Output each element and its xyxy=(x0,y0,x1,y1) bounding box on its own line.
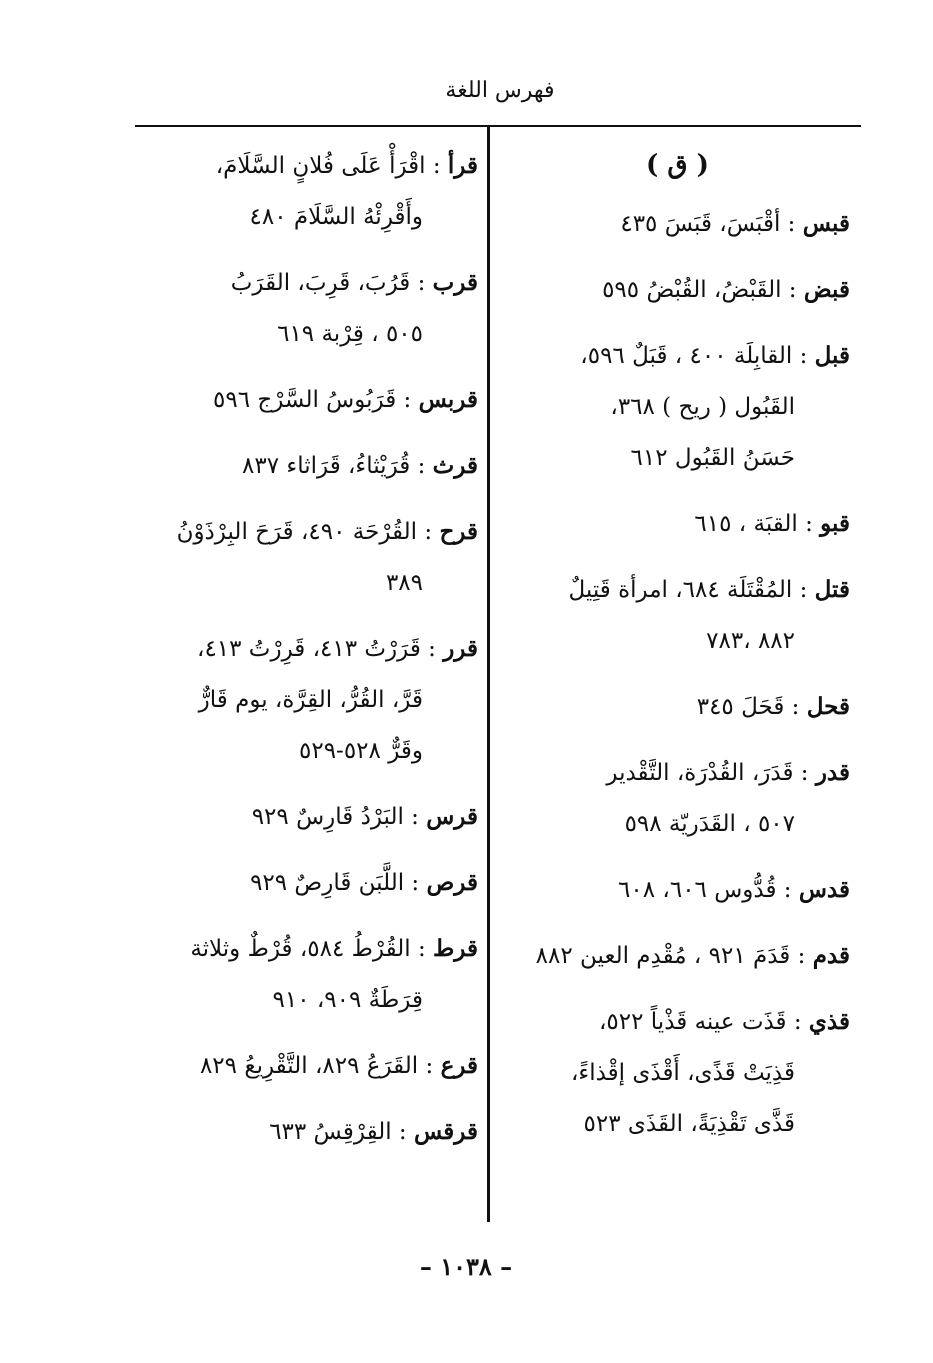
entry-first-line xyxy=(505,564,850,616)
entry-text: قَذَت عينه قَذْياً ٥٢٢، xyxy=(598,1009,787,1035)
entry-root: قرر xyxy=(443,635,478,662)
header-rule xyxy=(135,125,861,127)
entry-text: قَدَرَ، القُدْرَة، التَّقْدير xyxy=(606,760,794,786)
index-entry xyxy=(505,198,850,250)
index-entry xyxy=(505,564,850,667)
root-separator: : xyxy=(410,936,434,962)
left-column-entries xyxy=(135,140,478,1158)
root-separator: : xyxy=(391,1119,414,1145)
entry-continuation-line xyxy=(505,616,850,667)
index-entry xyxy=(505,747,850,850)
root-separator: : xyxy=(404,870,427,896)
root-separator: : xyxy=(396,387,419,413)
entry-text: ٣٨٩ xyxy=(385,570,423,596)
entry-root: قربس xyxy=(418,386,478,413)
entry-root: قرأ xyxy=(447,152,478,179)
entry-text: القَبُول ( ريح ) ٣٦٨، xyxy=(610,394,795,420)
entry-continuation-line xyxy=(135,675,478,726)
entry-continuation-line xyxy=(505,433,850,484)
entry-text: قَدَمَ ٩٢١ ، مُقْدِم العين ٨٨٢ xyxy=(535,943,791,969)
entry-text: المُقْتَلَة ٦٨٤، امرأة قَتِيلٌ xyxy=(568,577,793,603)
entry-first-line xyxy=(135,140,478,192)
entry-continuation-line xyxy=(135,975,478,1026)
index-entry xyxy=(135,623,478,777)
index-entry xyxy=(135,374,478,426)
running-head: فهرس اللغة xyxy=(445,78,555,103)
root-separator: : xyxy=(776,877,799,903)
index-entry xyxy=(135,791,478,843)
entry-first-line xyxy=(135,623,478,675)
entry-root: قرقس xyxy=(413,1118,478,1145)
entry-text: القُرْحَة ٤٩٠، قَرَحَ البِرْذَوْنُ xyxy=(176,519,418,545)
entry-continuation-line xyxy=(505,1048,850,1099)
entry-root: قرع xyxy=(440,1052,478,1079)
entry-first-line xyxy=(505,747,850,799)
entry-text: القابِلَة ٤٠٠ ، قَبَلٌ ٥٩٦، xyxy=(580,343,793,369)
root-separator: : xyxy=(797,511,821,537)
root-separator: : xyxy=(781,277,804,303)
entry-first-line xyxy=(135,374,478,426)
entry-first-line xyxy=(505,864,850,916)
entry-root: قرح xyxy=(439,518,478,545)
index-entry xyxy=(135,857,478,909)
entry-first-line xyxy=(505,681,850,733)
entry-text: القَرَعُ ٨٢٩، التَّقْرِيعُ ٨٢٩ xyxy=(199,1053,419,1079)
entry-continuation-line xyxy=(505,382,850,433)
root-separator: : xyxy=(792,343,815,369)
root-separator: : xyxy=(403,804,427,830)
entry-first-line xyxy=(135,1106,478,1158)
index-entry xyxy=(505,681,850,733)
root-separator: : xyxy=(784,694,807,720)
entry-text: وأَقْرِئْهُ السَّلَامَ ٤٨٠ xyxy=(249,204,423,230)
entry-text: قَرَّ، القُرُّ، القِرَّة، يوم قَارٌّ xyxy=(198,687,423,713)
entry-root: قرب xyxy=(432,269,478,296)
index-entry xyxy=(135,506,478,609)
entry-first-line xyxy=(135,506,478,558)
entry-root: قدر xyxy=(815,759,850,786)
root-separator: : xyxy=(418,1053,441,1079)
index-entry xyxy=(135,1106,478,1158)
index-entry xyxy=(505,498,850,550)
entry-root: قبو xyxy=(820,510,850,537)
right-column-entries xyxy=(505,198,850,1150)
entry-text: القبَة ، ٦١٥ xyxy=(694,511,798,537)
entry-root: قذي xyxy=(808,1008,850,1035)
index-entry xyxy=(505,330,850,484)
entry-first-line xyxy=(505,996,850,1048)
root-separator: : xyxy=(790,943,813,969)
entry-first-line xyxy=(505,198,850,250)
index-entry xyxy=(505,996,850,1150)
entry-text: قَحَلَ ٣٤٥ xyxy=(696,694,785,720)
entry-root: قبس xyxy=(802,210,850,237)
index-entry xyxy=(505,864,850,916)
root-separator: : xyxy=(425,153,448,179)
entry-first-line xyxy=(135,923,478,975)
entry-text: حَسَنُ القَبُول ٦١٢ xyxy=(630,445,795,471)
entry-root: قحل xyxy=(806,693,850,720)
entry-text: اقْرَأْ عَلَى فُلانٍ السَّلَامَ، xyxy=(215,153,426,179)
root-separator: : xyxy=(793,760,816,786)
entry-text: ٨٨٢ ،٧٨٣ xyxy=(706,628,795,654)
entry-text: ٥٠٥ ، قِرْبة ٦١٩ xyxy=(277,321,423,347)
entry-continuation-line xyxy=(505,799,850,850)
index-entry xyxy=(505,930,850,982)
index-entry xyxy=(135,923,478,1026)
page-number: – ١٠٣٨ – xyxy=(419,1252,513,1281)
entry-first-line xyxy=(135,257,478,309)
entry-text: اللَّبَن قَارِصٌ ٩٢٩ xyxy=(250,870,405,896)
root-separator: : xyxy=(417,519,440,545)
entry-text: أقْبَسَ، قَبَسَ ٤٣٥ xyxy=(620,211,781,237)
root-separator: : xyxy=(786,1009,809,1035)
entry-text: ٥٠٧ ، القَدَريّة ٥٩٨ xyxy=(624,811,795,837)
entry-text: قِرَطَةٌ ٩٠٩، ٩١٠ xyxy=(272,987,423,1013)
entry-first-line xyxy=(505,264,850,316)
root-separator: : xyxy=(410,270,433,296)
entry-continuation-line xyxy=(135,558,478,609)
entry-continuation-line xyxy=(135,192,478,243)
entry-text: القِرْقِسُ ٦٣٣ xyxy=(269,1119,392,1145)
entry-text: قَرَبُوسُ السَّرْج ٥٩٦ xyxy=(213,387,397,413)
entry-root: قدس xyxy=(798,876,850,903)
entry-root: قرص xyxy=(426,869,478,896)
entry-first-line xyxy=(505,930,850,982)
entry-first-line xyxy=(505,498,850,550)
entry-root: قرث xyxy=(432,452,478,479)
right-column xyxy=(505,140,850,1164)
entry-root: قرس xyxy=(426,803,478,830)
entry-text: قُدُّوس ٦٠٦، ٦٠٨ xyxy=(618,877,777,903)
root-separator: : xyxy=(420,636,444,662)
entry-root: قتل xyxy=(814,576,850,603)
index-entry xyxy=(135,257,478,360)
entry-first-line xyxy=(135,791,478,843)
entry-continuation-line xyxy=(505,1099,850,1150)
entry-root: قبل xyxy=(814,342,850,369)
entry-text: القُرْطُ ٥٨٤، قُرْطٌ وثلاثة xyxy=(190,936,411,962)
index-entry xyxy=(135,1040,478,1092)
entry-root: قدم xyxy=(812,942,850,969)
index-entry xyxy=(505,264,850,316)
entry-text: وقَرٌّ ٥٢٨-٥٢٩ xyxy=(298,738,423,764)
entry-root: قبض xyxy=(803,276,850,303)
root-separator: : xyxy=(792,577,815,603)
entry-root: قرط xyxy=(433,935,478,962)
index-entry xyxy=(135,140,478,243)
column-divider xyxy=(487,127,490,1222)
entry-text: قَذَّى تَقْذِيَةً، القَذَى ٥٢٣ xyxy=(583,1111,795,1137)
entry-first-line xyxy=(135,440,478,492)
entry-text: القَبْضُ، القُبْضُ ٥٩٥ xyxy=(602,277,782,303)
entry-text: قَرُبَ، قَرِبَ، القَرَبُ xyxy=(230,270,411,296)
left-column xyxy=(135,140,478,1172)
entry-text: قُرَيْثاءُ، قَرَاثاء ٨٣٧ xyxy=(242,453,411,479)
section-letter: ( ق ) xyxy=(646,150,709,180)
index-entry xyxy=(135,440,478,492)
entry-text: قَذِيَتْ قَذًى، أَقْذَى إقْذاءً، xyxy=(570,1060,795,1086)
root-separator: : xyxy=(780,211,803,237)
entry-continuation-line xyxy=(135,726,478,777)
entry-first-line xyxy=(135,857,478,909)
entry-first-line xyxy=(505,330,850,382)
entry-continuation-line xyxy=(135,309,478,360)
entry-first-line xyxy=(135,1040,478,1092)
root-separator: : xyxy=(410,453,433,479)
entry-text: قَرَرْتُ ٤١٣، قَرِرْتُ ٤١٣، xyxy=(197,636,421,662)
entry-text: البَرْدُ قَارِسٌ ٩٢٩ xyxy=(251,804,404,830)
